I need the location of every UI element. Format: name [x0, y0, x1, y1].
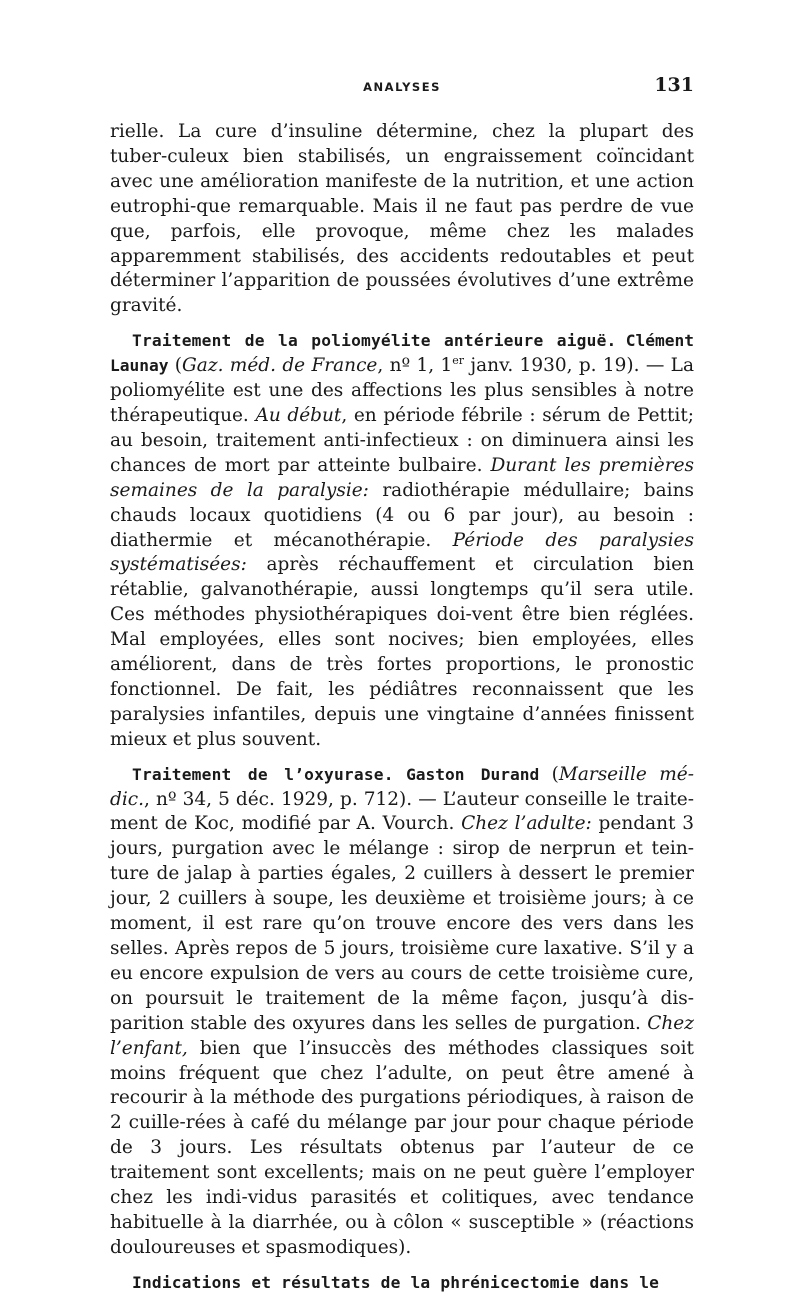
- continuation-text: rielle. La cure d’insuline détermine, chez la plupart des tuber-culeux bien stabilisés, un engraissement coïncidant avec une amélioration manifeste de la nutrition, et une action eutrophi-que remarquable. Mais il ne faut pas perdre de vue que, parfois, elle provoque, même chez les malades apparemment stabilisés, des accidents redoutables et peut déterminer l’apparition de poussées évolutives d’une extrême gravité.: [110, 121, 694, 317]
- running-title: ANALYSES: [363, 80, 441, 94]
- adult-label: Chez l’adulte:: [461, 813, 592, 835]
- page-number: 131: [654, 74, 694, 96]
- entry-oxyurase-author: Gaston Durand: [406, 764, 540, 784]
- entry-poliomyelitis-journal: Gaz. méd. de France: [182, 355, 378, 377]
- phase-systematized-label: Période des paralysies systématisées:: [110, 529, 694, 576]
- running-header: [110, 74, 694, 102]
- entry-oxyurase: [110, 763, 694, 1261]
- phase-systematized-text: après réchauffement et circulation bien rétablie, galvanothérapie, aussi longtemps qu’il sera utile. Ces méthodes physiothérapiques doi-vent être bien réglées. Mal employées, elles sont nocives; bien employées, elles améliorent, dans de très fortes proportions, le pronostic fonctionnel. De fait, les pédiâtres reconnaissent que les paralysies infantiles, depuis une vingtaine d’années finissent mieux et plus souvent.: [110, 554, 694, 750]
- entry-oxyurase-citation: , nº 34, 5 déc. 1929, p. 712). — L’auteur conseille le traite-ment de Koc, modifié par A. Vourch.: [110, 788, 694, 835]
- entry-poliomyelitis: [110, 329, 694, 752]
- child-label: Chez l’enfant,: [110, 1012, 694, 1059]
- entry-oxyurase-journal: Marseille mé-dic.: [110, 763, 694, 810]
- phase-first-weeks-label: Durant les premières semaines de la paralysie:: [110, 454, 695, 501]
- entry-poliomyelitis-author: Clément Launay: [110, 331, 694, 376]
- entry-phrenicectomy: [110, 1271, 694, 1296]
- entry-oxyurase-title: Traitement de l’oxyurase.: [132, 764, 394, 784]
- body-text: [110, 120, 694, 1296]
- document-page: [110, 74, 694, 1296]
- entry-poliomyelitis-title: Traitement de la poliomyélite antérieure aiguë.: [132, 331, 617, 351]
- continuation-paragraph: [110, 120, 694, 319]
- entry-poliomyelitis-citation-b: janv. 1930, p. 19). — La poliomyélite est une des affections les plus sensibles à notre thérapeutique.: [110, 355, 694, 426]
- entry-phrenicectomy-title: Indications et résultats de la phrénicectomie dans le: [132, 1272, 660, 1292]
- entry-poliomyelitis-citation-a: , nº 1, 1: [377, 355, 453, 377]
- phase-early-label: Au début: [255, 404, 342, 426]
- phase-first-weeks-text: radiothérapie médullaire; bains chauds locaux quotidiens (4 ou 6 par jour), au besoin : diathermie et mécanothérapie.: [110, 479, 695, 551]
- child-text: bien que l’insuccès des méthodes classiques soit moins fréquent que chez l’adulte, on peut être amené à recourir à la méthode des purgations périodiques, à raison de 2 cuille-rées à café du mélange par jour pour chaque période de 3 jours. Les résultats obtenus par l’auteur de ce traitement sont excellents; mais on ne peut guère l’employer chez les indi-vidus parasités et colitiques, avec tendance habituelle à la diarrhée, ou à côlon « susceptible » (réactions douloureuses et spasmodiques).: [110, 1037, 694, 1258]
- adult-text: pendant 3 jours, purgation avec le mélange : sirop de nerprun et tein-ture de jalap à parties égales, 2 cuillers à dessert le premier jour, 2 cuillers à soupe, les deuxième et troisième jours; à ce moment, il est rare qu’on trouve encore des vers dans les selles. Après repos de 5 jours, troisième cure laxative. S’il y a eu encore expulsion de vers au cours de cette troisième cure, on poursuit le traitement de la même façon, jusqu’à dis-parition stable des oxyures dans les selles de purgation.: [110, 813, 694, 1034]
- entry-poliomyelitis-citation-sup: er: [452, 354, 465, 367]
- phase-early-text: , en période fébrile : sérum de Pettit; au besoin, traitement anti-infectieux : on diminuera ainsi les chances de mort par atteinte bulbaire.: [110, 404, 695, 476]
- entry-poliomyelitis-source-open: (: [168, 355, 183, 377]
- entry-oxyurase-source-open: (: [539, 763, 559, 785]
